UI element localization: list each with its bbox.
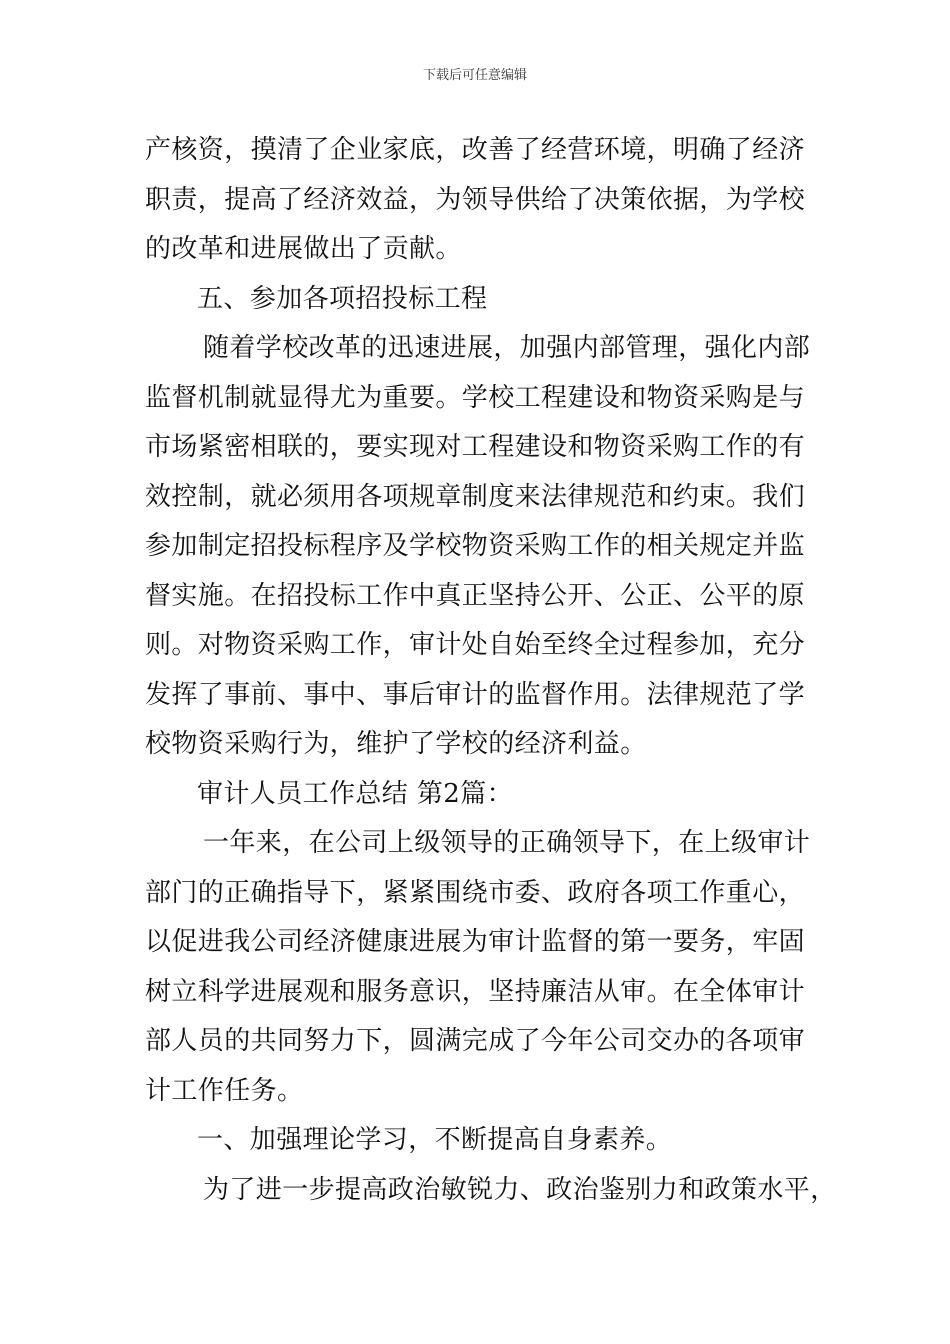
text-line: 监督机制就显得尤为重要。学校工程建设和物资采购是与 — [145, 382, 806, 413]
text-line: 树立科学进展观和服务意识，坚持廉洁从审。在全体审计 — [145, 976, 806, 1007]
text-line: 部人员的共同努力下，圆满完成了今年公司交办的各项审 — [145, 1026, 806, 1056]
section-heading: 一、加强理论学习，不断提高自身素养。 — [197, 1125, 673, 1155]
paragraph-start: 随着学校改革的迅速进展，加强内部管理，强化内部 — [203, 333, 811, 363]
text-line: 督实施。在招投标工作中真正坚持公开、公正、公平的原 — [145, 580, 806, 611]
document-body — [145, 126, 837, 1215]
text-line: 则。对物资采购工作，审计处自始至终全过程参加，充分 — [145, 630, 806, 660]
text-line: 以促进我公司经济健康进展为审计监督的第一要务，牢固 — [145, 927, 806, 957]
text-line: 职责，提高了经济效益，为领导供给了决策依据，为学校 — [145, 184, 806, 215]
page-header-note: 下载后可任意编辑 — [422, 68, 527, 83]
text-line: 效控制，就必须用各项规章制度来法律规范和约束。我们 — [145, 481, 806, 512]
text-line: 产核资，摸清了企业家底，改善了经营环境，明确了经济 — [145, 135, 806, 165]
text-line: 发挥了事前、事中、事后审计的监督作用。法律规范了学 — [145, 679, 806, 710]
section-heading: 五、参加各项招投标工程 — [197, 283, 488, 314]
text-line: 部门的正确指导下，紧紧围绕市委、政府各项工作重心， — [145, 877, 806, 908]
text-line: 市场紧密相联的，要实现对工程建设和物资采购工作的有 — [145, 432, 806, 462]
paragraph-start: 一年来，在公司上级领导的正确领导下，在上级审计 — [203, 828, 811, 858]
paragraph-start: 为了进一步提高政治敏锐力、政治鉴别力和政策水平， — [203, 1174, 837, 1205]
text-line: 的改革和进展做出了贡献。 — [145, 234, 462, 264]
article-title: 审计人员工作总结 第2篇： — [197, 778, 514, 809]
text-line: 计工作任务。 — [145, 1075, 304, 1106]
text-line: 校物资采购行为，维护了学校的经济利益。 — [145, 729, 647, 759]
text-line: 参加制定招投标程序及学校物资采购工作的相关规定并监 — [145, 531, 806, 561]
